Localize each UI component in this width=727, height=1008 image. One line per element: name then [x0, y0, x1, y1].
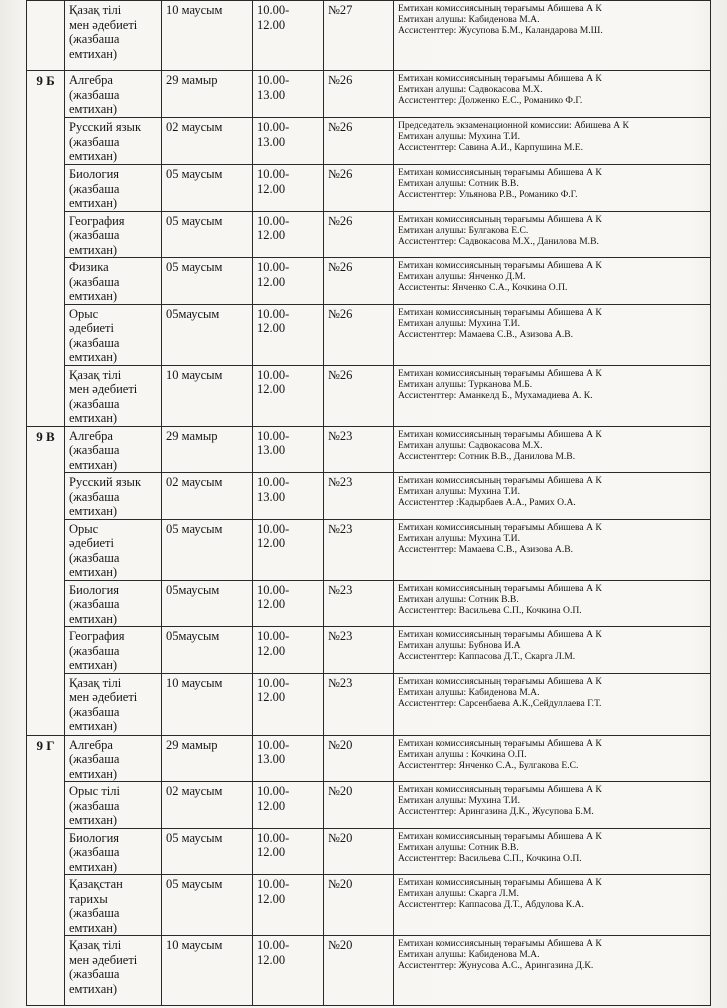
subject-cell-line: (жазбаша	[69, 228, 120, 242]
commission-cell-line: Емтихан комиссиясының төрағымы Абишева А К	[398, 629, 602, 640]
room-number: №20	[324, 828, 394, 875]
commission-cell-line: Емтихан алушы: Кабиденова М.А.	[398, 949, 540, 960]
commission-cell-line: Емтихан алушы: Сотник В.В.	[398, 593, 519, 605]
commission-cell	[394, 71, 711, 118]
exam-time	[253, 365, 324, 426]
commission-cell-line: Емтихан алушы: Сотник В.В.	[398, 841, 519, 853]
commission-cell	[394, 211, 711, 258]
subject-cell-line: (жазбаша	[69, 443, 120, 457]
room-number: №26	[324, 71, 394, 118]
subject-cell-line: емтихан)	[69, 504, 118, 518]
commission-cell-line: Ассистенттер: Мамаева С.В., Азизова А.В.	[398, 328, 574, 340]
subject-cell-line: әдебиеті	[69, 321, 114, 335]
exam-time	[253, 627, 324, 674]
commission-cell-line: Председатель экзаменационной комиссии: Абишева А К	[398, 120, 629, 131]
exam-time	[253, 473, 324, 520]
room-number: №23	[324, 473, 394, 520]
exam-time-line: 12.00	[257, 321, 286, 335]
commission-cell-line: Ассистенты: Янченко С.А., Кочкина О.П.	[398, 282, 568, 293]
commission-cell-line: Емтихан алушы: Сотник В.В.	[398, 178, 519, 189]
commission-cell-line: Емтихан алушы: Кабиденова М.А.	[398, 686, 540, 698]
room-number: №26	[324, 258, 394, 305]
subject-cell	[65, 735, 162, 782]
table-row	[27, 519, 711, 580]
subject-cell-line: (жазбаша	[69, 489, 120, 504]
subject-cell-line: Қазақ тілі	[69, 938, 122, 952]
subject-cell-line: тарихы	[69, 891, 108, 906]
exam-time-line: 10.00-	[257, 475, 290, 489]
exam-time-line: 10.00-	[257, 830, 290, 845]
subject-cell	[65, 875, 162, 936]
exam-schedule-body	[27, 1, 711, 1006]
exam-time-line: 12.00	[257, 643, 286, 658]
subject-cell-line: емтихан)	[69, 658, 118, 672]
subject-cell-line: (жазбаша	[69, 906, 120, 920]
exam-time-line: 12.00	[257, 952, 286, 967]
commission-cell-line: Ассистенттер :Кадырбаев А.А., Рамих О.А.	[398, 497, 576, 508]
table-row	[27, 473, 711, 520]
exam-time-line: 10.00-	[257, 167, 290, 181]
exam-time	[253, 936, 324, 1006]
exam-date: 05маусым	[162, 627, 253, 674]
exam-time-line: 13.00	[257, 134, 286, 149]
exam-date: 02 маусым	[162, 118, 253, 165]
room-number: №20	[324, 735, 394, 782]
commission-cell-line: Емтихан алушы: Бубнова И.А	[398, 640, 521, 651]
exam-time-line: 13.00	[257, 489, 286, 504]
subject-cell-line: Қазақ тілі	[69, 367, 122, 382]
table-row	[27, 782, 711, 829]
commission-cell	[394, 828, 711, 875]
commission-cell	[394, 735, 711, 782]
subject-cell	[65, 782, 162, 829]
table-row	[27, 71, 711, 118]
exam-time-line: 12.00	[257, 845, 286, 859]
exam-time-line: 10.00-	[257, 877, 290, 891]
commission-cell-line: Емтихан алушы: Янченко Д.М.	[398, 271, 526, 282]
exam-time-line: 10.00-	[257, 3, 290, 17]
exam-time	[253, 304, 324, 365]
subject-cell-line: емтихан)	[69, 242, 118, 257]
room-number: №26	[324, 165, 394, 212]
exam-date: 10 маусым	[162, 365, 253, 426]
subject-cell	[65, 936, 162, 1006]
exam-time-line: 10.00-	[257, 629, 290, 643]
commission-cell	[394, 473, 711, 520]
exam-time-line: 12.00	[257, 798, 286, 813]
subject-cell-line: Қазақстан	[69, 877, 123, 891]
room-number: №26	[324, 118, 394, 165]
exam-time	[253, 118, 324, 165]
commission-cell-line: Емтихан комиссиясының төрағымы Абишева А К	[398, 306, 602, 318]
commission-cell-line: Емтихан комиссиясының төрағымы Абишева А К	[398, 521, 602, 533]
subject-cell-line: емтихан)	[69, 719, 118, 733]
commission-cell	[394, 165, 711, 212]
commission-cell	[394, 118, 711, 165]
commission-cell-line: Ассистенттер: Жусупова Б.М., Каландарова М.Ш.	[398, 25, 603, 36]
room-number: №23	[324, 519, 394, 580]
commission-cell	[394, 258, 711, 305]
commission-cell	[394, 627, 711, 674]
subject-cell-line: емтихан)	[69, 813, 118, 827]
room-number: №26	[324, 211, 394, 258]
commission-cell-line: Ассистенттер: Сотник В.В., Данилова М.В.	[398, 450, 576, 462]
commission-cell	[394, 304, 711, 365]
commission-cell-line: Емтихан алушы: Мухина Т.И.	[398, 131, 520, 142]
room-number: №23	[324, 673, 394, 735]
commission-cell-line: Емтихан комиссиясының төрағымы Абишева А К	[398, 73, 602, 84]
commission-cell-line: Емтихан комиссиясының төрағымы Абишева А К	[398, 737, 602, 749]
commission-cell-line: Емтихан алушы: Мухина Т.И.	[398, 317, 520, 329]
commission-cell-line: Емтихан комиссиясының төрағымы Абишева А К	[398, 784, 602, 795]
room-number: №20	[324, 936, 394, 1006]
subject-cell-line: Орыс тілі	[69, 784, 120, 798]
commission-cell-line: Емтихан алушы: Скарга Л.М.	[398, 888, 519, 899]
commission-cell-line: Емтихан комиссиясының төрағымы Абишева А К	[398, 675, 602, 687]
commission-cell-line: Емтихан комиссиясының төрағымы Абишева А К	[398, 877, 602, 888]
exam-time-line: 13.00	[257, 443, 286, 457]
exam-time	[253, 673, 324, 735]
exam-time-line: 12.00	[257, 597, 286, 611]
subject-cell-line: емтихан)	[69, 457, 118, 472]
exam-date: 10 маусым	[162, 1, 253, 71]
commission-cell-line: Ассистенттер: Васильева С.П., Кочкина О.П.	[398, 852, 582, 864]
exam-date: 02 маусым	[162, 782, 253, 829]
exam-time-line: 10.00-	[257, 213, 290, 228]
subject-cell-line: (жазбаша	[69, 32, 120, 46]
exam-date: 05 маусым	[162, 211, 253, 258]
exam-time-line: 12.00	[257, 891, 286, 906]
exam-time	[253, 165, 324, 212]
subject-cell-line: емтихан)	[69, 149, 118, 163]
subject-cell	[65, 580, 162, 627]
subject-cell	[65, 473, 162, 520]
subject-cell-line: Физика	[69, 260, 109, 274]
subject-cell-line: мен әдебиеті	[69, 382, 138, 396]
commission-cell-line: Ассистенттер: Ульянова Р.В., Романико Ф.Г.	[398, 189, 578, 200]
commission-cell-line: Ассистенттер: Арингазина Д.К., Жусупова Б.М.	[398, 806, 594, 817]
commission-cell-line: Емтихан комиссиясының төрағымы Абишева А К	[398, 367, 602, 379]
subject-cell-line: (жазбаша	[69, 181, 120, 196]
subject-cell-line: емтихан)	[69, 196, 118, 210]
exam-time-line: 10.00-	[257, 120, 290, 134]
exam-date: 02 маусым	[162, 473, 253, 520]
commission-cell-line: Емтихан алушы : Кочкина О.П.	[398, 748, 527, 760]
table-row	[27, 211, 711, 258]
room-number: №20	[324, 875, 394, 936]
commission-cell-line: Емтихан алушы: Турканова М.Б.	[398, 378, 533, 390]
subject-cell-line: (жазбаша	[69, 643, 120, 658]
room-number: №23	[324, 627, 394, 674]
subject-cell-line: мен әдебиеті	[69, 952, 138, 967]
subject-cell	[65, 828, 162, 875]
commission-cell-line: Емтихан комиссиясының төрағымы Абишева А К	[398, 830, 602, 842]
commission-cell-line: Ассистенттер: Мамаева С.В., Азизова А.В.	[398, 543, 574, 555]
subject-cell-line: емтихан)	[69, 46, 118, 61]
exam-date: 05 маусым	[162, 828, 253, 875]
subject-cell	[65, 365, 162, 426]
subject-cell	[65, 426, 162, 473]
exam-time	[253, 828, 324, 875]
commission-cell-line: Емтихан комиссиясының төрағымы Абишева А К	[398, 475, 602, 486]
subject-cell-line: Русский язык	[69, 475, 142, 489]
subject-cell-line: Алгебра	[69, 73, 113, 87]
room-number: №27	[324, 1, 394, 71]
commission-cell	[394, 875, 711, 936]
exam-time	[253, 782, 324, 829]
table-row	[27, 1, 711, 71]
commission-cell-line: Емтихан алушы: Булгакова Е.С.	[398, 224, 529, 236]
commission-cell-line: Ассистенттер: Садвокасова М.Х., Данилова М.В.	[398, 235, 599, 247]
exam-time	[253, 1, 324, 71]
room-number: №20	[324, 782, 394, 829]
subject-cell-line: емтихан)	[69, 565, 118, 579]
subject-cell-line: емтихан)	[69, 102, 118, 116]
subject-cell-line: Қазақ тілі	[69, 3, 122, 17]
exam-time-line: 10.00-	[257, 73, 290, 87]
subject-cell-line: Биология	[69, 167, 120, 181]
exam-time	[253, 211, 324, 258]
exam-time-line: 13.00	[257, 87, 286, 102]
room-number: №23	[324, 580, 394, 627]
subject-cell	[65, 258, 162, 305]
exam-time	[253, 580, 324, 627]
commission-cell-line: Емтихан комиссиясының төрағымы Абишева А К	[398, 582, 602, 594]
exam-time-line: 10.00-	[257, 582, 290, 597]
commission-cell-line: Ассистенттер: Долженко Е.С., Романико Ф.Г.	[398, 95, 583, 106]
table-row	[27, 258, 711, 305]
subject-cell-line: Биология	[69, 830, 120, 845]
subject-cell-line: емтихан)	[69, 766, 118, 781]
exam-time-line: 10.00-	[257, 737, 290, 752]
exam-schedule-table	[26, 0, 711, 1006]
exam-date: 05 маусым	[162, 258, 253, 305]
class-label: 9 Г	[27, 735, 65, 1006]
subject-cell	[65, 519, 162, 580]
exam-time	[253, 426, 324, 473]
commission-cell	[394, 936, 711, 1006]
exam-time-line: 10.00-	[257, 428, 290, 443]
exam-time	[253, 71, 324, 118]
exam-time-line: 13.00	[257, 752, 286, 766]
table-row	[27, 304, 711, 365]
table-row	[27, 828, 711, 875]
subject-cell-line: емтихан)	[69, 920, 118, 935]
exam-time	[253, 735, 324, 782]
subject-cell-line: емтихан)	[69, 859, 118, 874]
subject-cell-line: (жазбаша	[69, 396, 120, 411]
table-row	[27, 365, 711, 426]
exam-date: 29 мамыр	[162, 426, 253, 473]
subject-cell-line: География	[69, 629, 125, 643]
commission-cell-line: Ассистенттер: Сарсенбаева А.К.,Сейдуллаева Г.Т.	[398, 697, 602, 709]
table-row	[27, 580, 711, 627]
subject-cell-line: емтихан)	[69, 289, 118, 303]
subject-cell	[65, 165, 162, 212]
subject-cell-line: (жазбаша	[69, 274, 120, 289]
subject-cell-line: Алгебра	[69, 737, 113, 752]
table-row	[27, 627, 711, 674]
subject-cell-line: емтихан)	[69, 981, 118, 996]
exam-time-line: 12.00	[257, 17, 286, 32]
commission-cell-line: Емтихан комиссиясының төрағымы Абишева А К	[398, 213, 602, 225]
subject-cell-line: (жазбаша	[69, 550, 120, 565]
commission-cell-line: Ассистенттер: Янченко С.А., Булгакова Е.С.	[398, 759, 579, 771]
subject-cell	[65, 71, 162, 118]
subject-cell-line: (жазбаша	[69, 597, 120, 611]
table-row	[27, 735, 711, 782]
subject-cell-line: емтихан)	[69, 350, 118, 364]
commission-cell	[394, 365, 711, 426]
commission-cell-line: Емтихан алушы: Кабиденова М.А.	[398, 14, 540, 25]
subject-cell	[65, 118, 162, 165]
subject-cell-line: (жазбаша	[69, 704, 120, 719]
commission-cell-line: Ассистенттер: Аманкелд Б., Мухамадиева А. К.	[398, 389, 593, 401]
subject-cell-line: мен әдебиеті	[69, 690, 138, 704]
exam-date: 05 маусым	[162, 875, 253, 936]
exam-time-line: 12.00	[257, 181, 286, 196]
subject-cell-line: (жазбаша	[69, 845, 120, 859]
table-row	[27, 118, 711, 165]
commission-cell-line: Ассистенттер: Жунусова А.С., Арингазина Д.К.	[398, 960, 594, 971]
exam-date: 05 маусым	[162, 519, 253, 580]
commission-cell-line: Емтихан комиссиясының төрағымы Абишева А К	[398, 260, 602, 271]
exam-time-line: 10.00-	[257, 938, 290, 952]
exam-time-line: 12.00	[257, 382, 286, 396]
exam-date: 29 мамыр	[162, 735, 253, 782]
class-label	[27, 1, 65, 71]
commission-cell	[394, 1, 711, 71]
subject-cell-line: Қазақ тілі	[69, 675, 122, 690]
subject-cell	[65, 1, 162, 71]
subject-cell-line: (жазбаша	[69, 335, 120, 350]
exam-time	[253, 258, 324, 305]
commission-cell-line: Ассистенттер: Савина А.И., Карпушина М.Е.	[398, 142, 584, 153]
exam-date: 05 маусым	[162, 165, 253, 212]
subject-cell-line: әдебиеті	[69, 536, 114, 550]
exam-time	[253, 875, 324, 936]
exam-date: 05маусым	[162, 304, 253, 365]
subject-cell-line: емтихан)	[69, 611, 118, 626]
commission-cell-line: Емтихан алушы: Мухина Т.И.	[398, 486, 520, 497]
subject-cell-line: (жазбаша	[69, 87, 120, 102]
room-number: №23	[324, 426, 394, 473]
exam-time-line: 12.00	[257, 228, 286, 242]
exam-date: 10 маусым	[162, 673, 253, 735]
commission-cell-line: Емтихан алушы: Мухина Т.И.	[398, 532, 520, 544]
table-row	[27, 426, 711, 473]
commission-cell-line: Емтихан комиссиясының төрағымы Абишева А К	[398, 3, 602, 14]
subject-cell-line: (жазбаша	[69, 752, 120, 766]
exam-date: 10 маусым	[162, 936, 253, 1006]
exam-time-line: 10.00-	[257, 784, 290, 798]
commission-cell	[394, 673, 711, 735]
subject-cell	[65, 673, 162, 735]
subject-cell-line: (жазбаша	[69, 967, 120, 981]
table-row	[27, 936, 711, 1006]
table-row	[27, 875, 711, 936]
subject-cell-line: Русский язык	[69, 120, 142, 134]
subject-cell	[65, 627, 162, 674]
subject-cell-line: (жазбаша	[69, 798, 120, 813]
exam-time-line: 12.00	[257, 274, 286, 289]
subject-cell-line: Орыс	[69, 521, 99, 536]
commission-cell	[394, 519, 711, 580]
commission-cell	[394, 426, 711, 473]
table-row	[27, 673, 711, 735]
exam-time-line: 10.00-	[257, 306, 290, 321]
exam-date: 05маусым	[162, 580, 253, 627]
subject-cell	[65, 304, 162, 365]
commission-cell-line: Емтихан комиссиясының төрағымы Абишева А К	[398, 938, 602, 949]
commission-cell-line: Ассистенттер: Васильева С.П., Кочкина О.П.	[398, 604, 582, 616]
subject-cell	[65, 211, 162, 258]
class-label: 9 В	[27, 426, 65, 735]
exam-time-line: 12.00	[257, 690, 286, 704]
exam-time-line: 10.00-	[257, 367, 290, 382]
commission-cell-line: Ассистенттер: Каппасова Д.Т., Скарга Л.М.	[398, 651, 576, 662]
subject-cell-line: Биология	[69, 582, 120, 597]
subject-cell-line: емтихан)	[69, 411, 118, 425]
subject-cell-line: География	[69, 213, 125, 228]
commission-cell-line: Емтихан алушы: Садвокасова М.Х.	[398, 84, 543, 95]
exam-time-line: 12.00	[257, 536, 286, 550]
room-number: №26	[324, 304, 394, 365]
commission-cell-line: Емтихан комиссиясының төрағымы Абишева А К	[398, 428, 602, 440]
table-row	[27, 165, 711, 212]
exam-time	[253, 519, 324, 580]
commission-cell	[394, 580, 711, 627]
subject-cell-line: (жазбаша	[69, 134, 120, 149]
exam-time-line: 10.00-	[257, 675, 290, 690]
subject-cell-line: мен әдебиеті	[69, 17, 138, 32]
exam-date: 29 мамыр	[162, 71, 253, 118]
exam-time-line: 10.00-	[257, 521, 290, 536]
commission-cell-line: Емтихан комиссиясының төрағымы Абишева А К	[398, 167, 602, 178]
exam-time-line: 10.00-	[257, 260, 290, 274]
room-number: №26	[324, 365, 394, 426]
subject-cell-line: Орыс	[69, 306, 99, 321]
commission-cell	[394, 782, 711, 829]
commission-cell-line: Емтихан алушы: Мухина Т.И.	[398, 795, 520, 806]
class-label: 9 Б	[27, 71, 65, 427]
commission-cell-line: Емтихан алушы: Садвокасова М.Х.	[398, 439, 543, 451]
commission-cell-line: Ассистенттер: Каппасова Д.Т., Абдулова К.А.	[398, 899, 584, 910]
subject-cell-line: Алгебра	[69, 428, 113, 443]
